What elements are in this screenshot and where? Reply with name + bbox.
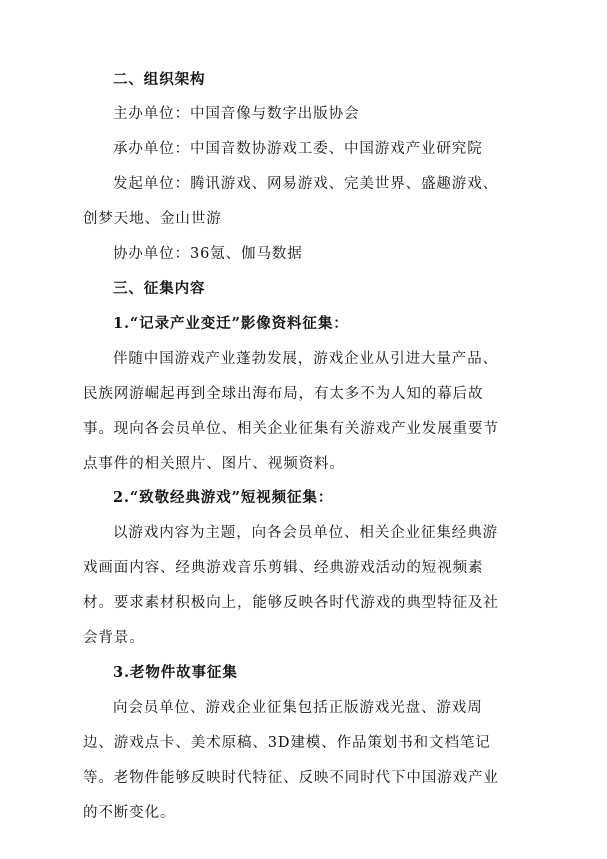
host-unit: 主办单位：中国音像与数字出版协会 [113, 106, 360, 122]
item-2-line: 戏画面内容、经典游戏音乐剪辑、经典游戏活动的短视频素 [83, 560, 484, 576]
item-1-line: 伴随中国游戏产业蓬勃发展，游戏企业从引进大量产品、 [113, 351, 498, 367]
item-1-line: 点事件的相关照片、图片、视频资料。 [83, 456, 345, 472]
item-3-line: 等。老物件能够反映时代特征、反映不同时代下中国游戏产业 [83, 770, 499, 786]
section-3-title: 三、征集内容 [113, 281, 206, 297]
item-3-line: 边、游戏点卡、美术原稿、3D建模、作品策划书和文档笔记 [83, 735, 491, 751]
item-2-line: 以游戏内容为主题，向各会员单位、相关企业征集经典游 [113, 525, 498, 541]
item-3-line: 向会员单位、游戏企业征集包括正版游戏光盘、游戏周 [113, 700, 483, 716]
section-2-title: 二、组织架构 [113, 72, 206, 88]
organizer-unit: 承办单位：中国音数协游戏工委、中国游戏产业研究院 [113, 141, 483, 157]
initiator-units-line-2: 创梦天地、金山世游 [83, 211, 222, 227]
item-1-title: 1.“记录产业变迁”影像资料征集： [113, 315, 349, 332]
co-organizer-units: 协办单位：36氪、伽马数据 [113, 246, 303, 262]
item-1-line: 民族网游崛起再到全球出海布局，有太多不为人知的幕后故 [83, 386, 484, 402]
item-2-line: 会背景。 [83, 630, 145, 646]
item-2-line: 材。要求素材积极向上，能够反映各时代游戏的典型特征及社 [83, 595, 499, 611]
initiator-units-line-1: 发起单位：腾讯游戏、网易游戏、完美世界、盛趣游戏、 [113, 176, 498, 192]
item-2-title: 2.“致敬经典游戏”短视频征集： [113, 489, 334, 506]
item-3-title: 3.老物件故事征集 [113, 664, 238, 681]
item-3-line: 的不断变化。 [83, 805, 176, 821]
item-1-line: 事。现向各会员单位、相关企业征集有关游戏产业发展重要节 [83, 421, 499, 437]
